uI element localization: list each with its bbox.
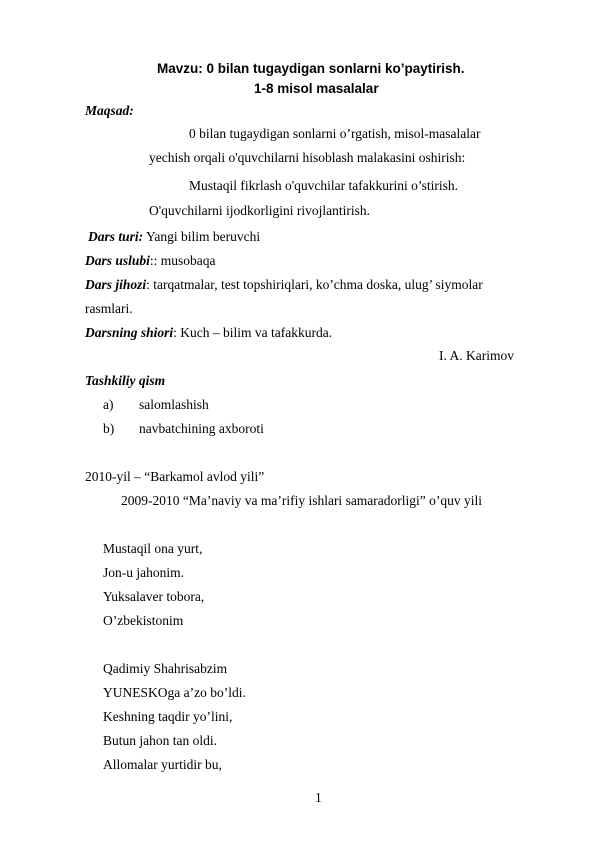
page-subtitle: 1-8 misol masalalar: [254, 81, 379, 96]
list-item-a-marker: a): [103, 397, 114, 412]
page-number: 1: [315, 790, 322, 805]
maqsad-line-1: 0 bilan tugaydigan sonlarni o’rgatish, misol-masalalar: [189, 126, 481, 141]
poem-line: Butun jahon tan oldi.: [103, 733, 217, 748]
year-line-2: 2009-2010 “Ma’naviy va ma’rifiy ishlari samaradorligi” o’quv yili: [121, 493, 483, 508]
poem-line: Jon-u jahonim.: [103, 565, 184, 580]
darsning-shiori-line: [85, 325, 332, 341]
dars-turi-value: Yangi bilim beruvchi: [143, 229, 261, 244]
poem-line: Qadimiy Shahrisabzim: [103, 661, 228, 676]
poem-line: Mustaqil ona yurt,: [103, 541, 203, 556]
dars-uslubi-label: Dars uslubi: [85, 253, 150, 268]
poem-line: O’zbekistonim: [103, 613, 184, 628]
page-title: Mavzu: 0 bilan tugaydigan sonlarni ko’paytirish.: [157, 61, 465, 76]
poem-line: YUNESKOga a’zo bo’ldi.: [103, 685, 246, 700]
quote-author: I. A. Karimov: [439, 348, 514, 363]
dars-uslubi-line: [85, 253, 216, 269]
dars-jihozi-label: Dars jihozi: [85, 277, 147, 292]
maqsad-line-4: O'quvchilarni ijodkorligini rivojlantirish.: [149, 203, 371, 218]
poem-line: Allomalar yurtidir bu,: [103, 757, 222, 772]
maqsad-line-3: Mustaqil fikrlash o'quvchilar tafakkurini o’stirish.: [189, 178, 459, 193]
dars-jihozi-line: [85, 277, 483, 293]
list-item-b-marker: b): [103, 421, 115, 436]
dars-turi-label: Dars turi:: [88, 229, 144, 244]
dars-jihozi-cont: rasmlari.: [85, 301, 133, 316]
poem-line: Yuksalaver tobora,: [103, 589, 205, 604]
darsning-shiori-label: Darsning shiori: [85, 325, 174, 340]
tashkiliy-label: Tashkiliy qism: [85, 373, 166, 388]
dars-uslubi-value: :: musobaqa: [149, 253, 216, 268]
list-item-a-text: salomlashish: [139, 397, 209, 412]
dars-turi-line: [88, 229, 260, 245]
dars-jihozi-value: : tarqatmalar, test topshiriqlari, ko’chma doska, ulug’ siymolar: [146, 277, 483, 292]
maqsad-line-2: yechish orqali o'quvchilarni hisoblash malakasini oshirish:: [149, 150, 466, 165]
list-item-b-text: navbatchining axboroti: [139, 421, 264, 436]
maqsad-label: Maqsad:: [85, 103, 134, 118]
darsning-shiori-value: : Kuch – bilim va tafakkurda.: [173, 325, 333, 340]
year-line: 2010-yil – “Barkamol avlod yili”: [85, 469, 265, 484]
poem-line: Keshning taqdir yo’lini,: [103, 709, 233, 724]
